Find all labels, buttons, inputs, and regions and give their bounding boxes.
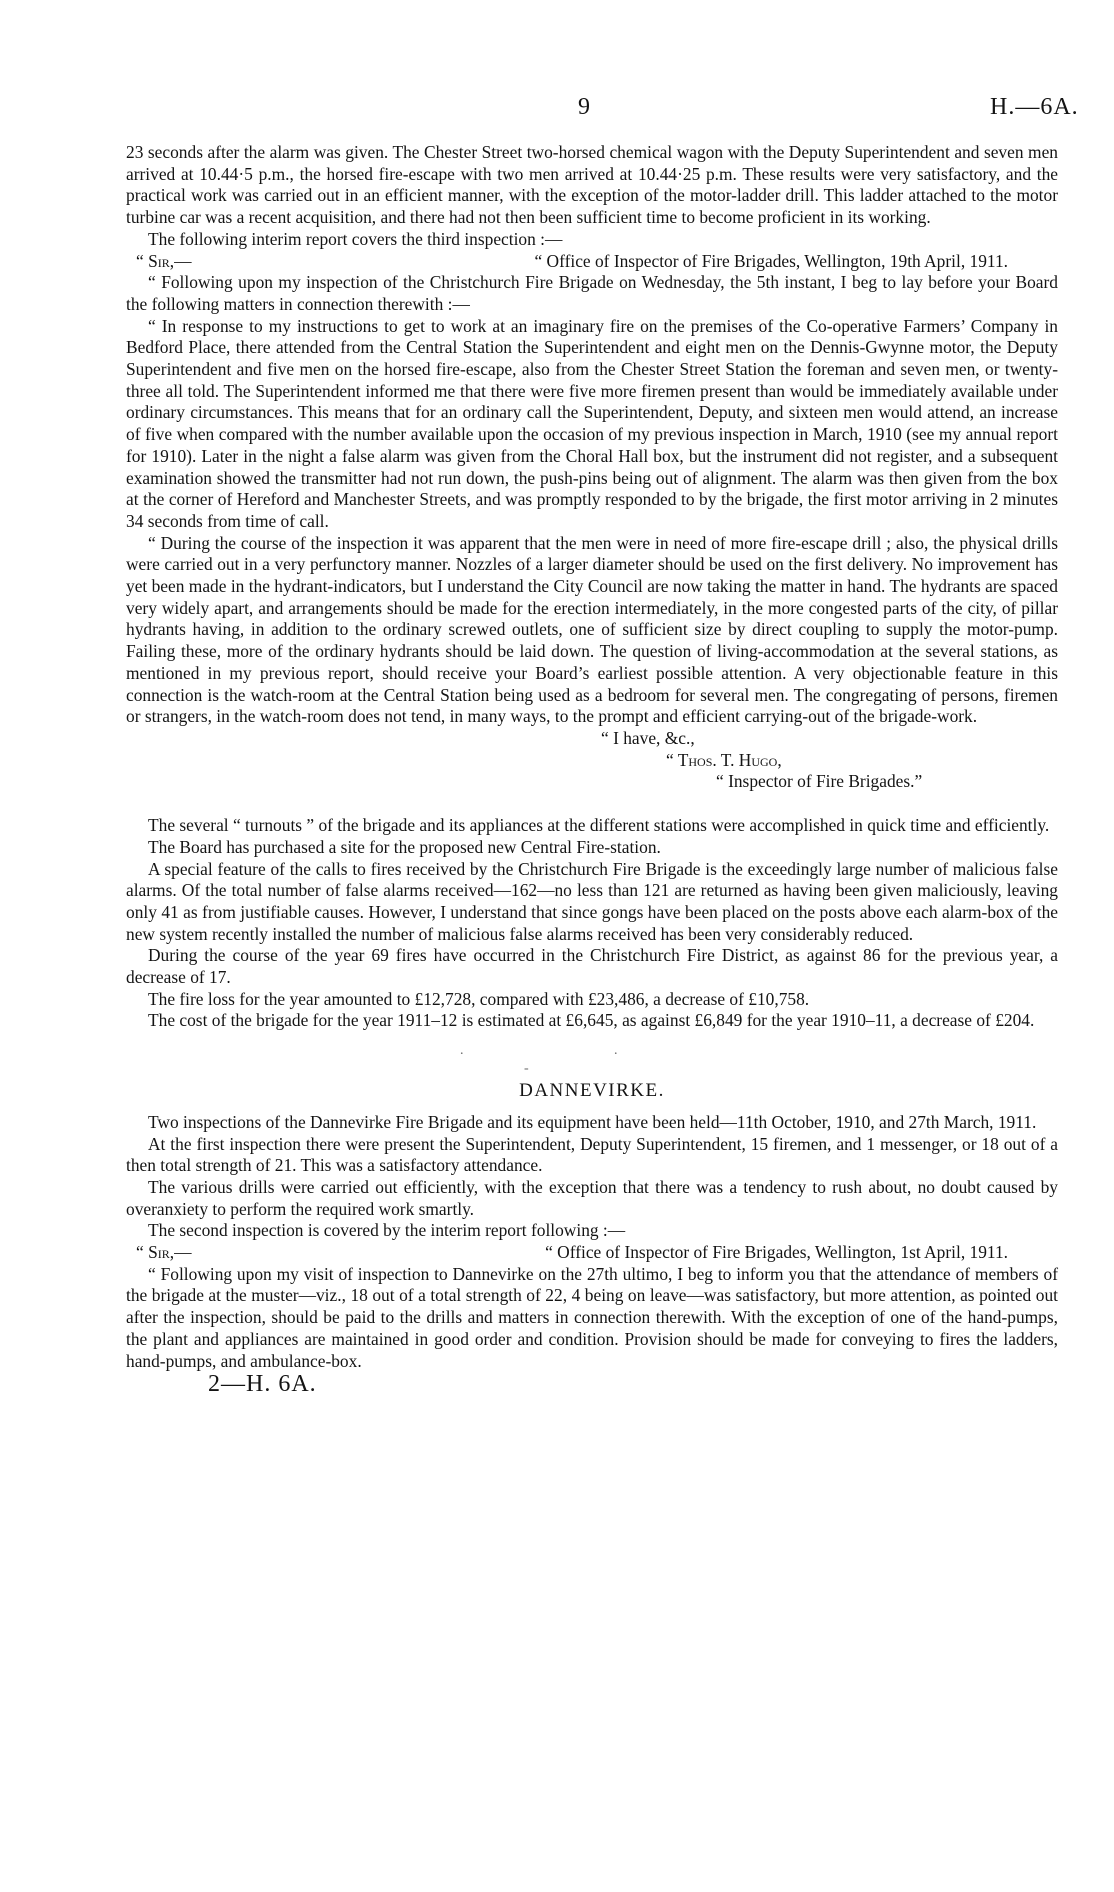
false-alarms-paragraph: A special feature of the calls to fires received by the Christchurch Fire Brigade is the exceedingly large number of malicious false alarms. Of the total number of false alarms received—162—no less than 121 are returned as having been given maliciously, leaving only 41 as from justifiable causes. However, I understand that since gongs have been placed on the posts above each alarm-box of the new system recently installed the number of malicious false alarms received has been very considerably reduced. <box>126 858 1058 944</box>
signature-closing: “ I have, &c., <box>601 727 695 748</box>
document-reference: H.—6A. <box>990 94 1079 120</box>
site-paragraph: The Board has purchased a site for the proposed new Central Fire-station. <box>148 836 661 857</box>
letter-paragraph: “ Following upon my inspection of the Christchurch Fire Brigade on Wednesday, the 5th instant, I beg to lay before your Board the following matters in connection therewith :— <box>126 272 1058 314</box>
turnouts-paragraph: The several “ turnouts ” of the brigade and its appliances at the different stations were accomplished in quick time and efficiently. <box>148 815 1050 836</box>
page-header <box>0 86 1114 126</box>
signature-title: “ Inspector of Fire Brigades.” <box>716 771 923 792</box>
letter-paragraph: “ Following upon my visit of inspection to Dannevirke on the 27th ultimo, I beg to inform you that the attendance of members of the brigade at the muster—viz., 18 out of a total strength of 22, 4 being on leave—was satisfactory, but more attention, as pointed out after the inspection, should be paid to the drills and matters in connection therewith. With the exception of one of the hand-pumps, the plant and appliances are maintained in good order and condition. Provision should be made for conveying to fires the ladders, hand-pumps, and ambulance-box. <box>126 1263 1058 1371</box>
page-body <box>126 142 1058 1396</box>
first-inspection-paragraph: At the first inspection there were present the Superintendent, Deputy Superintendent, 15 firemen, and 1 messenger, or 18 out of a then total strength of 21. This was a satisfactory attendance. <box>126 1133 1058 1176</box>
following-report-paragraph: The following interim report covers the third inspection :— <box>148 228 563 249</box>
letter-signature <box>126 728 1058 793</box>
letter-heading-row <box>126 251 1058 273</box>
signature-mark: 2—H. 6A. <box>208 1371 317 1398</box>
letter-heading-row <box>126 1242 1058 1264</box>
signature-name: “ Thos. T. Hugo, <box>666 749 782 770</box>
section-separator: . - . <box>460 1043 618 1077</box>
letter-office-line: “ Office of Inspector of Fire Brigades, Wellington, 19th April, 1911. <box>534 250 1008 271</box>
christchurch-section <box>126 142 1058 1032</box>
dannevirke-section <box>126 1080 1058 1372</box>
intro-paragraph: 23 seconds after the alarm was given. The Chester Street two-horsed chemical wagon with the Deputy Superintendent and seven men arrived at 10.44·5 p.m., the horsed fire-escape with two men arrived at 10.44·25 p.m. These results were very satisfactory, and the practical work was carried out in an efficient manner, with the exception of the motor-ladder drill. This ladder attached to the motor turbine car was a recent acquisition, and there had not then been sufficient time to become proficient in its working. <box>126 142 1058 228</box>
drills-paragraph: The various drills were carried out efficiently, with the exception that there was a tendency to rush about, no doubt caused by overanxiety to perform the required work smartly. <box>126 1176 1058 1219</box>
page-number: 9 <box>578 94 590 120</box>
letter-salutation: “ Sir,— <box>136 250 192 271</box>
fires-paragraph: During the course of the year 69 fires have occurred in the Christchurch Fire District, as against 86 for the previous year, a decrease of 17. <box>126 945 1058 988</box>
letter-salutation: “ Sir,— <box>136 1242 192 1263</box>
second-inspection-paragraph: The second inspection is covered by the interim report following :— <box>148 1220 626 1241</box>
letter-office-line: “ Office of Inspector of Fire Brigades, Wellington, 1st April, 1911. <box>545 1242 1008 1263</box>
letter-paragraph: “ During the course of the inspection it was apparent that the men were in need of more fire-escape drill ; also, the physical drills were carried out in a very perfunctory manner. Nozzles of a larger diameter should be used on the first delivery. No improvement has yet been made in the hydrant-indicators, but I understand the City Council are now taking the matter in hand. The hydrants are spaced very widely apart, and arrangements should be made for the erection intermediately, in the more congested parts of the city, of pillar hydrants having, in addition to the ordinary screwed outlets, one of sufficient size by direct coupling to supply the motor-pump. Failing these, more of the ordinary hydrants should be laid down. The question of living-accommodation at the several stations, as mentioned in my previous report, should receive your Board’s earliest possible attention. A very objectionable feature in this connection is the watch-room at the Central Station being used as a bedroom for several men. The congregating of persons, firemen or strangers, in the watch-room does not tend, in many ways, to the prompt and efficient carrying-out of the brigade-work. <box>126 532 1058 727</box>
section-heading: DANNEVIRKE. <box>519 1080 665 1102</box>
fire-loss-paragraph: The fire loss for the year amounted to £12,728, compared with £23,486, a decrease of £10,758. <box>148 988 810 1009</box>
two-inspections-paragraph: Two inspections of the Dannevirke Fire Brigade and its equipment have been held—11th October, 1910, and 27th March, 1911. <box>148 1111 1037 1132</box>
letter-paragraph: “ In response to my instructions to get to work at an imaginary fire on the premises of the Co-operative Farmers’ Company in Bedford Place, there attended from the Central Station the Superintendent and eight men on the Dennis-Gwynne motor, the Deputy Superintendent and five men on the horsed fire-escape, also from the Chester Street Station the foreman and seven men, or twenty-three all told. The Superintendent informed me that there were five more firemen present than would be immediately available under ordinary circumstances. This means that for an ordinary call the Superintendent, Deputy, and sixteen men would attend, an increase of five when compared with the number available upon the occasion of my previous inspection in March, 1910 (see my annual report for 1910). Later in the night a false alarm was given from the Choral Hall box, but the instrument did not register, and a subsequent examination showed the transmitter had not run down, the push-pins being out of alignment. The alarm was then given from the box at the corner of Hereford and Manchester Streets, and was promptly responded to by the brigade, the first motor arriving in 2 minutes 34 seconds from time of call. <box>126 315 1058 531</box>
brigade-cost-paragraph: The cost of the brigade for the year 1911–12 is estimated at £6,645, as against £6,849 for the year 1910–11, a decrease of £204. <box>148 1010 1035 1031</box>
